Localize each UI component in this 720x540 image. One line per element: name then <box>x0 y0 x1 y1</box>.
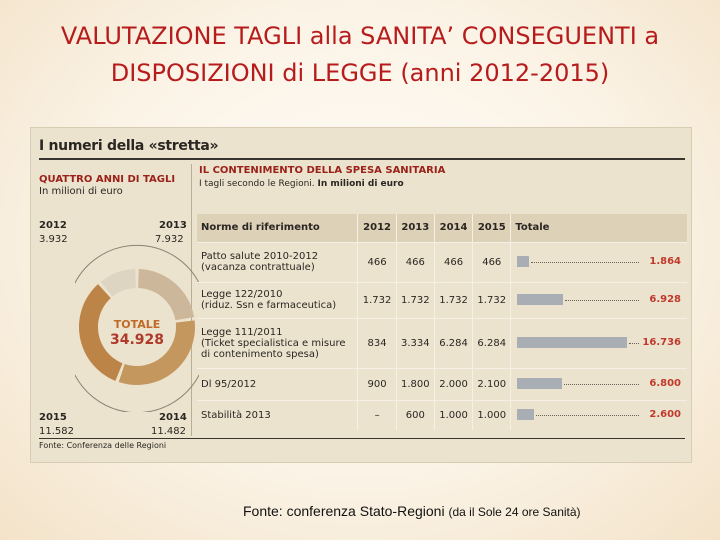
norm-cell <box>197 318 358 368</box>
leader-dots <box>531 262 639 263</box>
value-2014: 6.284 <box>434 318 472 368</box>
total-amount: 2.600 <box>649 409 681 421</box>
total-cell <box>511 282 687 318</box>
value-2015: 6.284 <box>473 318 511 368</box>
total-bar <box>517 378 562 389</box>
total-cell <box>511 242 687 282</box>
donut-segment-2013 <box>138 269 194 320</box>
norm-line: Legge 111/2011 <box>201 326 283 338</box>
norm-cell <box>197 242 358 282</box>
norm-cell <box>197 282 358 318</box>
table-row <box>197 282 687 318</box>
total-bar <box>517 294 563 305</box>
header-2012: 2012 <box>358 214 396 242</box>
total-label: TOTALE <box>113 318 161 331</box>
cuts-table <box>197 214 687 430</box>
total-amount: 6.800 <box>649 378 681 389</box>
year-value-2013: 7.932 <box>155 234 184 245</box>
total-cell <box>511 318 687 368</box>
norm-line: Dl 95/2012 <box>201 378 257 390</box>
value-2015: 1.000 <box>473 400 511 430</box>
leader-dots <box>564 384 639 385</box>
leader-dots <box>536 415 639 416</box>
year-value-2014: 11.482 <box>151 426 186 437</box>
total-bar <box>517 409 534 420</box>
total-amount: 6.928 <box>649 294 681 305</box>
leader-dots <box>629 343 639 344</box>
value-2013: 466 <box>396 242 434 282</box>
table-header-row <box>197 214 687 242</box>
leader-dots <box>565 300 639 301</box>
header-2013: 2013 <box>396 214 434 242</box>
value-2014: 466 <box>434 242 472 282</box>
value-2014: 1.000 <box>434 400 472 430</box>
table-row <box>197 400 687 430</box>
clipping-headline: I numeri della «stretta» <box>39 138 219 154</box>
year-label-2013: 2013 <box>159 220 187 231</box>
value-2013: 600 <box>396 400 434 430</box>
norm-line: (Ticket specialistica e misure <box>201 337 346 349</box>
table-row <box>197 318 687 368</box>
norm-line: Patto salute 2010-2012 <box>201 251 319 262</box>
left-panel-title: QUATTRO ANNI DI TAGLI <box>39 174 176 185</box>
norm-line: Stabilità 2013 <box>201 409 271 421</box>
total-bar <box>517 256 529 267</box>
right-panel-title: IL CONTENIMENTO DELLA SPESA SANITARIA <box>199 165 446 176</box>
slide-title-line-1: VALUTAZIONE TAGLI alla SANITA’ CONSEGUENTI a <box>60 22 660 50</box>
value-2013: 1.800 <box>396 368 434 400</box>
donut-segment-2012 <box>101 269 136 297</box>
total-amount: 1.864 <box>649 256 681 267</box>
donut-leader-top <box>75 245 199 287</box>
slide-title-line-2: DISPOSIZIONI di LEGGE (anni 2012-2015) <box>110 59 610 87</box>
value-2015: 1.732 <box>473 282 511 318</box>
newspaper-clipping <box>30 127 692 463</box>
value-2013: 3.334 <box>396 318 434 368</box>
source-rule <box>39 438 685 439</box>
right-panel-subtitle-plain: I tagli secondo le Regioni. <box>199 179 315 189</box>
header-total: Totale <box>511 214 687 242</box>
value-2014: 1.732 <box>434 282 472 318</box>
year-label-2015: 2015 <box>39 412 67 423</box>
header-2015: 2015 <box>473 214 511 242</box>
header-norm: Norme di riferimento <box>197 214 358 242</box>
year-value-2015: 11.582 <box>39 426 74 437</box>
year-value-2012: 3.932 <box>39 234 68 245</box>
value-2015: 466 <box>473 242 511 282</box>
norm-cell <box>197 368 358 400</box>
right-panel-subtitle <box>199 179 404 189</box>
total-value: 34.928 <box>109 332 165 348</box>
value-2012: 900 <box>358 368 396 400</box>
year-label-2014: 2014 <box>159 412 187 423</box>
value-2012: – <box>358 400 396 430</box>
slide-title <box>0 18 720 92</box>
total-cell <box>511 368 687 400</box>
total-cell <box>511 400 687 430</box>
value-2014: 2.000 <box>434 368 472 400</box>
norm-line: Legge 122/2010 <box>201 289 283 300</box>
value-2012: 1.732 <box>358 282 396 318</box>
value-2015: 2.100 <box>473 368 511 400</box>
norm-line: (riduz. Ssn e farmaceutica) <box>201 300 337 311</box>
value-2013: 1.732 <box>396 282 434 318</box>
year-label-2012: 2012 <box>39 220 67 231</box>
total-amount: 16.736 <box>642 337 681 348</box>
right-panel-subtitle-bold: In milioni di euro <box>317 179 404 189</box>
norm-line: (vacanza contrattuale) <box>201 262 315 273</box>
clipping-source: Fonte: Conferenza delle Regioni <box>39 441 167 450</box>
norm-cell <box>197 400 358 430</box>
source-small: (da il Sole 24 ore Sanità) <box>448 505 581 519</box>
table-row <box>197 242 687 282</box>
norm-line: di contenimento spesa) <box>201 348 319 360</box>
source-main: Fonte: conferenza Stato-Regioni <box>243 503 445 519</box>
value-2012: 834 <box>358 318 396 368</box>
header-2014: 2014 <box>434 214 472 242</box>
value-2012: 466 <box>358 242 396 282</box>
slide-source-note <box>243 503 581 519</box>
table-row <box>197 368 687 400</box>
total-bar <box>517 337 627 348</box>
headline-rule <box>39 158 685 160</box>
left-panel-subtitle: In milioni di euro <box>39 186 123 197</box>
